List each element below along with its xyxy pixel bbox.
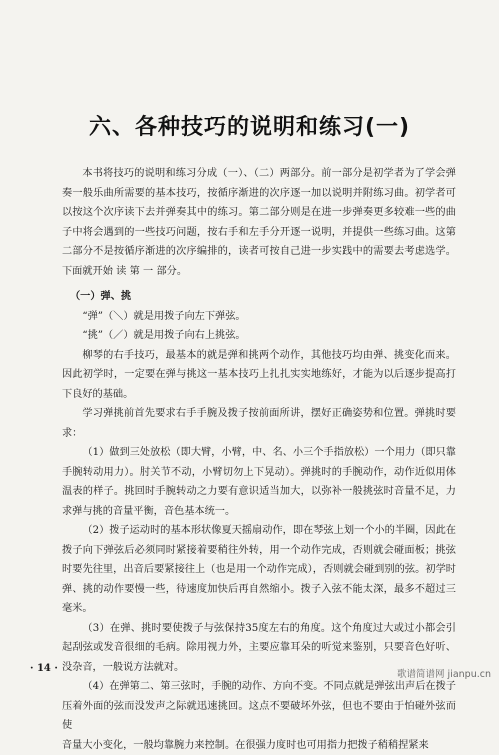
item-5-partial: 音量大小变化，一般均靠腕力来控制。在很强力度时也可用指力把拨子稍稍捏紧来 — [62, 736, 456, 755]
definition-tan: “弹”（＼）就是用拨子向左下弹弦。 — [62, 307, 456, 327]
learning-requirements-paragraph: 学习弹挑前首先要求右手手腕及拨子按前面所讲，摆好正确姿势和位置。弹挑时要求： — [62, 404, 456, 443]
item-4: （4）在弹第二、第三弦时，手腕的动作、方向不变。不同点就是弹弦出声后在拨子压着外面的弦而没发声之际就迅速挑回。这点不要破坏外弦，但也不要由于怕碰外弦而使 — [62, 677, 456, 736]
watermark: 歌谱简谱网 jianpu.cn — [397, 666, 491, 680]
basic-technique-paragraph: 柳琴的右手技巧，最基本的就是弹和挑两个动作，其他技巧均由弹、挑变化而来。因此初学时，一定要在弹与挑这一基本技巧上扎扎实实地练好，才能为以后逐步提高打下良好的基础。 — [62, 346, 456, 405]
section-heading: （一）弹、挑 — [70, 287, 456, 307]
item-1: （1）做到三处放松（即大臂，小臂，中、名、小三个手指放松）一个用力（即只靠手腕转动用力）。肘关节不动，小臂切勿上下晃动）。弹挑时的手腕动作，动作近似用体温表的样子。挑回时手腕转动之力要有意识适当加大，以弥补一般挑弦时音量不足，力求弹与挑的音量平衡，音色基本统一。 — [62, 443, 456, 521]
item-3: （3）在弹、挑时要使拨子与弦保持35度左右的角度。这个角度过大或过小都会引起刮弦或发音很细的毛病。除用视力外，主要应靠耳朵的听觉来鉴别，只要音色好听、没杂音，一般说方法就对。 — [62, 619, 456, 678]
intro-paragraph: 本书将技巧的说明和练习分成（一）、（二）两部分。前一部分是初学者为了学会弹奏一般乐曲所需要的基本技巧，按循序渐进的次序逐一加以说明并附练习曲。初学者可以按这个次序读下去并弹奏其中的练习。第二部分则是在进一步弹奏更多较难一些的曲子中将会遇到的一些技巧问题，按右手和左手分开逐一说明，并提供一些练习曲。这第二部分不是按循序渐进的次序编排的，读者可按自己进一步实践中的需要去考虑选学。下面就开始 读 第 一 部分。 — [62, 164, 456, 281]
page-title: 六、各种技巧的说明和练习(一) — [0, 110, 499, 141]
item-2: （2）拨子运动时的基本形状像夏天摇扇动作，即在琴弦上划一个小的半圈，因此在拨子向下弹弦后必须同时紧接着要稍往外转，用一个动作完成，否则就会碰面板；挑弦时要先往里，出音后要紧接往上（也是用一个动作完成），否则就会碰到别的弦。初学时弹、挑的动作要慢一些，待速度加快后再自然缩小。拨子入弦不能太深，最多不超过三毫米。 — [62, 521, 456, 619]
definition-tiao: “挑”（／）就是用拨子向右上挑弦。 — [62, 326, 456, 346]
page-number: · 14 · — [30, 663, 58, 674]
